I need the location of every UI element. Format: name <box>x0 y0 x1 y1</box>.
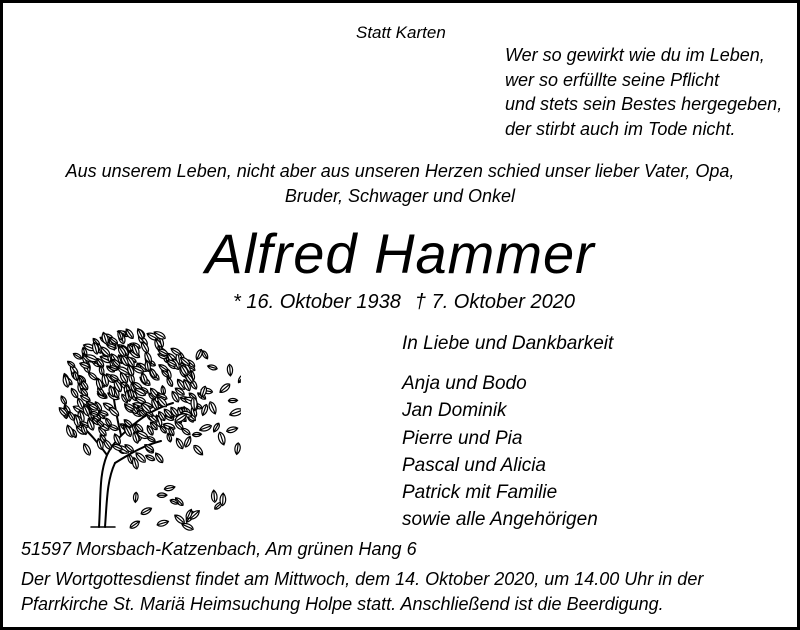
service-line: Pfarrkirche St. Mariä Heimsuchung Holpe statt. Anschließend ist die Beerdigung. <box>21 593 664 614</box>
birth-date: * 16. Oktober 1938 <box>233 291 401 313</box>
leaf-shape <box>129 519 141 530</box>
poem-line: wer so erfüllte seine Pflicht <box>505 69 720 90</box>
leaf-shape <box>101 332 110 345</box>
leaf-shape <box>136 328 146 341</box>
poem-line: Wer so gewirkt wie du im Leben, <box>505 45 765 65</box>
leaf-shape <box>66 360 76 369</box>
family-member: sowie alle Angehörigen <box>402 509 598 531</box>
poem-line: und stets sein Bestes hergegeben, <box>505 94 783 114</box>
leaf-shape <box>156 519 169 528</box>
leaf-shape <box>192 444 205 457</box>
family-list <box>402 370 598 534</box>
intro-line: Aus unserem Leben, nicht aber aus unseren Herzen schied unser lieber Vater, Opa, <box>65 161 735 181</box>
family-member: Jan Dominik <box>402 400 507 422</box>
deceased-name: Alfred Hammer <box>205 222 595 285</box>
family-member: Patrick mit Familie <box>402 482 558 504</box>
leaf-shape <box>192 432 201 437</box>
leaf-shape <box>79 361 91 369</box>
leaf-shape <box>228 398 237 402</box>
leaf-shape <box>217 431 227 446</box>
windblown-tree-icon <box>41 295 241 540</box>
leaf-shape <box>234 443 241 455</box>
leaf-shape <box>154 452 165 465</box>
leaf-shape <box>140 372 149 385</box>
leaf-shape <box>211 490 218 503</box>
leaf-shape <box>72 352 82 361</box>
leaf-shape <box>82 442 93 456</box>
intro-line: Bruder, Schwager und Onkel <box>284 186 516 206</box>
leaf-shape <box>59 395 67 405</box>
service-line: Der Wortgottesdienst findet am Mittwoch, dem 14. Oktober 2020, um 14.00 Uhr in der <box>21 569 704 589</box>
leaf-shape <box>199 423 213 433</box>
leaf-shape <box>174 437 185 450</box>
leaf-shape <box>107 405 120 417</box>
dankbarkeit-line: In Liebe und Dankbarkeit <box>402 333 614 354</box>
leaf-shape <box>226 426 238 434</box>
leaf-shape <box>237 374 241 384</box>
leaf-shape <box>180 427 191 437</box>
leaf-shape <box>102 438 113 450</box>
poem-line: der stirbt auch im Tode nicht. <box>505 118 736 139</box>
leaf-shape <box>212 422 221 433</box>
life-dates <box>233 291 575 314</box>
family-member: Pierre und Pia <box>402 427 523 449</box>
leaf-shape <box>140 506 153 516</box>
leaf-shape <box>220 493 226 506</box>
statt-karten-note: Statt Karten <box>356 23 446 42</box>
leaf-shape <box>65 424 75 438</box>
poem <box>505 43 782 141</box>
family-member: Anja und Bodo <box>402 373 527 394</box>
service-info <box>21 567 703 616</box>
leaf-shape <box>145 454 156 462</box>
leaf-shape <box>157 493 167 498</box>
intro-text <box>3 159 797 209</box>
leaf-shape <box>218 382 231 394</box>
leaf-shape <box>165 377 174 388</box>
leaf-shape <box>164 485 176 492</box>
family-member: Pascal und Alicia <box>402 454 546 476</box>
leaf-shape <box>229 407 241 418</box>
leaf-shape <box>183 435 193 448</box>
leaf-shape <box>207 401 218 415</box>
death-date: † 7. Oktober 2020 <box>414 291 575 313</box>
leaf-shape <box>207 364 218 371</box>
leaf-shape <box>201 350 209 360</box>
leaf-shape <box>133 492 138 502</box>
leaf-shape <box>227 364 233 376</box>
address: 51597 Morsbach-Katzenbach, Am grünen Hang 6 <box>21 539 417 559</box>
